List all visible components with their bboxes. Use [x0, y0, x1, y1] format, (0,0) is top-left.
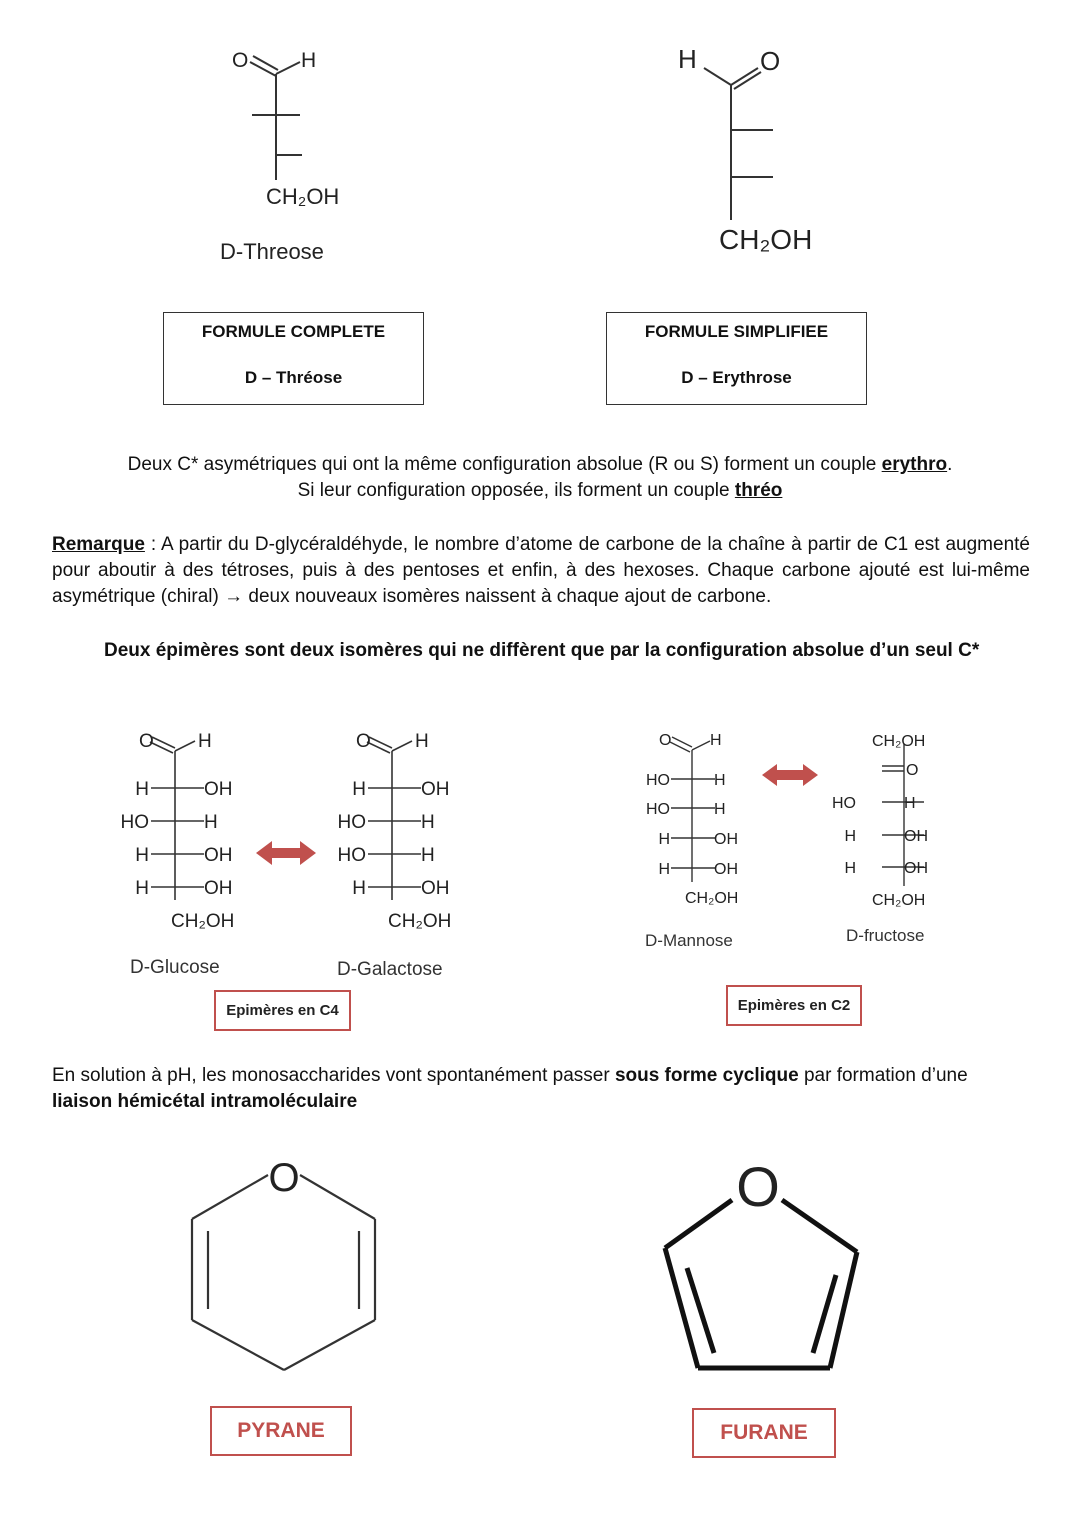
glucose-right-3: H: [204, 812, 218, 833]
mannose-left-3: HO: [646, 801, 670, 818]
epimer-definition: Deux épimères sont deux isomères qui ne diffèrent que par la configuration absolue d’un seul C*: [104, 640, 980, 661]
furane-label: FURANE: [692, 1408, 836, 1458]
simplified-formula-box: [606, 312, 867, 405]
pyran-o: O: [268, 1156, 300, 1200]
threose-structure: [200, 40, 380, 270]
epimers-c2-label: Epimères en C2: [726, 985, 862, 1026]
galactose-left-2: H: [352, 779, 366, 800]
threo-term: thréo: [734, 480, 783, 501]
threose-h: H: [301, 49, 317, 72]
glucose-name: D-Glucose: [130, 957, 220, 978]
erythro-definition: [40, 452, 1040, 504]
mannose-name: D-Mannose: [645, 931, 733, 950]
mannose-o: O: [659, 732, 672, 749]
remark-label: Remarque: [52, 534, 145, 555]
erythro-line1: Deux C* asymétriques qui ont la même configuration absolue (R ou S) forment un couple: [127, 454, 877, 475]
galactose-structure: [332, 722, 492, 932]
galactose-right-5: OH: [421, 878, 450, 899]
fructose-name: D-fructose: [846, 926, 925, 945]
mannose-left-2: HO: [646, 772, 670, 789]
cyclic-text-a: En solution à pH, les monosaccharides vont spontanément passer: [52, 1065, 610, 1086]
galactose-left-3: HO: [337, 812, 366, 833]
erythro-term: erythro: [881, 454, 948, 475]
threose-o: O: [232, 49, 249, 72]
complete-formula-title: FORMULE COMPLETE: [201, 322, 386, 341]
galactose-name: D-Galactose: [337, 959, 443, 980]
cyclic-bold-b: liaison hémicétal intramoléculaire: [52, 1091, 358, 1112]
fructose-right-4: OH: [904, 828, 928, 845]
cyclic-form-paragraph: [52, 1063, 1022, 1115]
mannose-h: H: [710, 732, 722, 749]
pyrane-label: PYRANE: [210, 1406, 352, 1456]
complete-formula-box: [163, 312, 424, 405]
fructose-right-3: H: [904, 795, 916, 812]
mannose-left-5: H: [658, 861, 670, 878]
fructose-right-5: OH: [904, 860, 928, 877]
cyclic-text-b: par formation d’une: [803, 1065, 968, 1086]
erythrose-h: H: [678, 44, 697, 74]
galactose-ch2oh: CH₂OH: [388, 911, 452, 932]
glucose-left-2: H: [135, 779, 149, 800]
threo-line2: Si leur configuration opposée, ils forment un couple: [297, 480, 730, 501]
glucose-h: H: [198, 731, 212, 752]
mannose-left-4: H: [658, 831, 670, 848]
simplified-formula-title: FORMULE SIMPLIFIEE: [644, 322, 829, 341]
complete-formula-sub: D – Thréose: [244, 368, 343, 387]
pyran-ring: [180, 1145, 390, 1375]
remark-paragraph: [52, 532, 1030, 610]
fructose-o: O: [906, 762, 919, 779]
erythrose-structure: [670, 40, 850, 270]
erythro-period: .: [947, 454, 953, 475]
glucose-left-3: HO: [120, 812, 149, 833]
galactose-o: O: [356, 731, 371, 752]
galactose-h: H: [415, 731, 429, 752]
furan-ring: [650, 1150, 870, 1380]
galactose-right-4: H: [421, 845, 435, 866]
glucose-left-4: H: [135, 845, 149, 866]
fructose-left-3: HO: [832, 795, 856, 812]
cyclic-bold-a: sous forme cyclique: [614, 1065, 799, 1086]
furan-o: O: [736, 1155, 780, 1218]
glucose-o: O: [139, 731, 154, 752]
mannose-right-4: OH: [714, 831, 738, 848]
mannose-right-3: H: [714, 801, 726, 818]
glucose-structure: [115, 722, 275, 932]
glucose-right-5: OH: [204, 878, 233, 899]
fructose-left-4: H: [844, 828, 856, 845]
threose-ch2oh: CH₂OH: [266, 184, 340, 209]
glucose-left-5: H: [135, 878, 149, 899]
glucose-right-2: OH: [204, 779, 233, 800]
mannose-right-5: OH: [714, 861, 738, 878]
mannose-structure: [640, 722, 780, 912]
galactose-left-5: H: [352, 878, 366, 899]
remark-text: A partir du D-glycéraldéhyde, le nombre d’atome de carbone de la chaîne à partir de C1 est augmenté pour aboutir à des tétroses, puis à des pentoses et enfin, à des hexoses. Chaque carbone ajouté est lui-même asymétrique (chiral) → deux nouveaux isomères naissent à chaque ajout de carbone.: [52, 534, 1030, 607]
galactose-right-3: H: [421, 812, 435, 833]
fructose-structure: [820, 722, 960, 912]
fructose-ch2oh: CH₂OH: [872, 892, 926, 909]
fructose-left-5: H: [844, 860, 856, 877]
remark-sep: :: [144, 534, 162, 555]
threose-name: D-Threose: [220, 239, 324, 264]
mannose-fructose-arrow: [762, 762, 818, 788]
mannose-ch2oh: CH₂OH: [685, 890, 739, 907]
galactose-left-4: HO: [337, 845, 366, 866]
erythrose-o: O: [760, 46, 781, 76]
mannose-right-2: H: [714, 772, 726, 789]
simplified-formula-sub: D – Erythrose: [681, 368, 792, 387]
glucose-right-4: OH: [204, 845, 233, 866]
epimers-c4-label: Epimères en C4: [214, 990, 351, 1031]
glucose-ch2oh: CH₂OH: [171, 911, 235, 932]
erythrose-ch2oh: CH₂OH: [719, 224, 813, 255]
fructose-top-ch2oh: CH₂OH: [872, 733, 926, 750]
glucose-galactose-arrow: [256, 838, 316, 868]
galactose-right-2: OH: [421, 779, 450, 800]
